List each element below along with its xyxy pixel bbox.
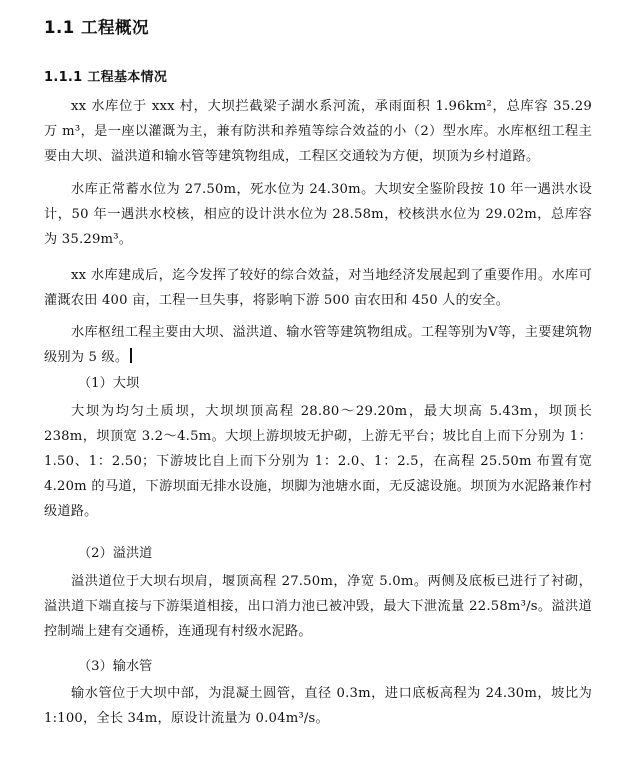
paragraph-dam-text: 大坝为均匀土质坝，大坝坝顶高程 28.80～29.20m，最大坝高 5.43m，坝顶长 238m，坝顶宽 3.2～4.5m。大坝上游坝坡无护砌，上游无平台；坡比自上而下分别为 1：1.50、1：2.50；下游坡比自上而下分别为 1：2.0、1：2.5，在高程 25.50m 布置有宽 4.20m 的马道，下游坝面无排水设施，坝脚为池塘水面，无反滤设施。坝顶为水泥路兼作村级道路。 <box>44 404 592 519</box>
paragraph-water-levels-text: 水库正常蓄水位为 27.50m，死水位为 24.30m。大坝安全鉴阶段按 10 年一遇洪水设计，50 年一遇洪水校核，相应的设计洪水位为 28.58m，校核洪水位为 29.02m，总库容为 35.29m³。 <box>44 182 592 247</box>
paragraph-project-grade-text: 水库枢纽工程主要由大坝、溢洪道、输水管等建筑物组成。工程等别为Ⅴ等，主要建筑物级别为 5 级。 <box>44 325 592 365</box>
paragraph-project-grade <box>44 320 592 370</box>
paragraph-benefits-text: xx 水库建成后，迄今发挥了较好的综合效益，对当地经济发展起到了重要作用。水库可灌溉农田 400 亩，工程一旦失事，将影响下游 500 亩农田和 450 人的安全。 <box>44 268 592 308</box>
paragraph-dam <box>44 399 592 524</box>
text-cursor <box>130 348 132 363</box>
paragraph-spillway <box>44 569 592 644</box>
paragraph-location-text: xx 水库位于 xxx 村，大坝拦截梁子湖水系河流，承雨面积 1.96km²，总库容 35.29 万 m³，是一座以灌溉为主，兼有防洪和养殖等综合效益的小（2）型水库。水库枢纽工程主要由大坝、溢洪道和输水管等建筑物组成，工程区交通较为方便，坝顶为乡村道路。 <box>44 99 592 164</box>
section-heading: 1.1 工程概况 <box>44 18 149 37</box>
paragraph-water-levels <box>44 177 592 252</box>
subsection-label-dam: （1）大坝 <box>78 376 140 391</box>
paragraph-pipe <box>44 681 592 731</box>
paragraph-location <box>44 94 592 169</box>
subsection-label-spillway: （2）溢洪道 <box>78 546 153 561</box>
paragraph-pipe-text: 输水管位于大坝中部，为混凝土圆管，直径 0.3m，进口底板高程为 24.30m，坡比为 1:100，全长 34m，原设计流量为 0.04m³/s。 <box>44 686 592 726</box>
paragraph-spillway-text: 溢洪道位于大坝右坝肩，堰顶高程 27.50m，净宽 5.0m。两侧及底板已进行了衬砌，溢洪道下端直接与下游渠道相接，出口消力池已被冲毁，最大下泄流量 22.58m³/s。溢洪道控制端上建有交通桥，连通现有村级水泥路。 <box>44 574 592 639</box>
subsection-label-pipe: （3）输水管 <box>78 659 153 674</box>
paragraph-benefits <box>44 263 592 313</box>
subsection-heading: 1.1.1 工程基本情况 <box>44 70 168 85</box>
